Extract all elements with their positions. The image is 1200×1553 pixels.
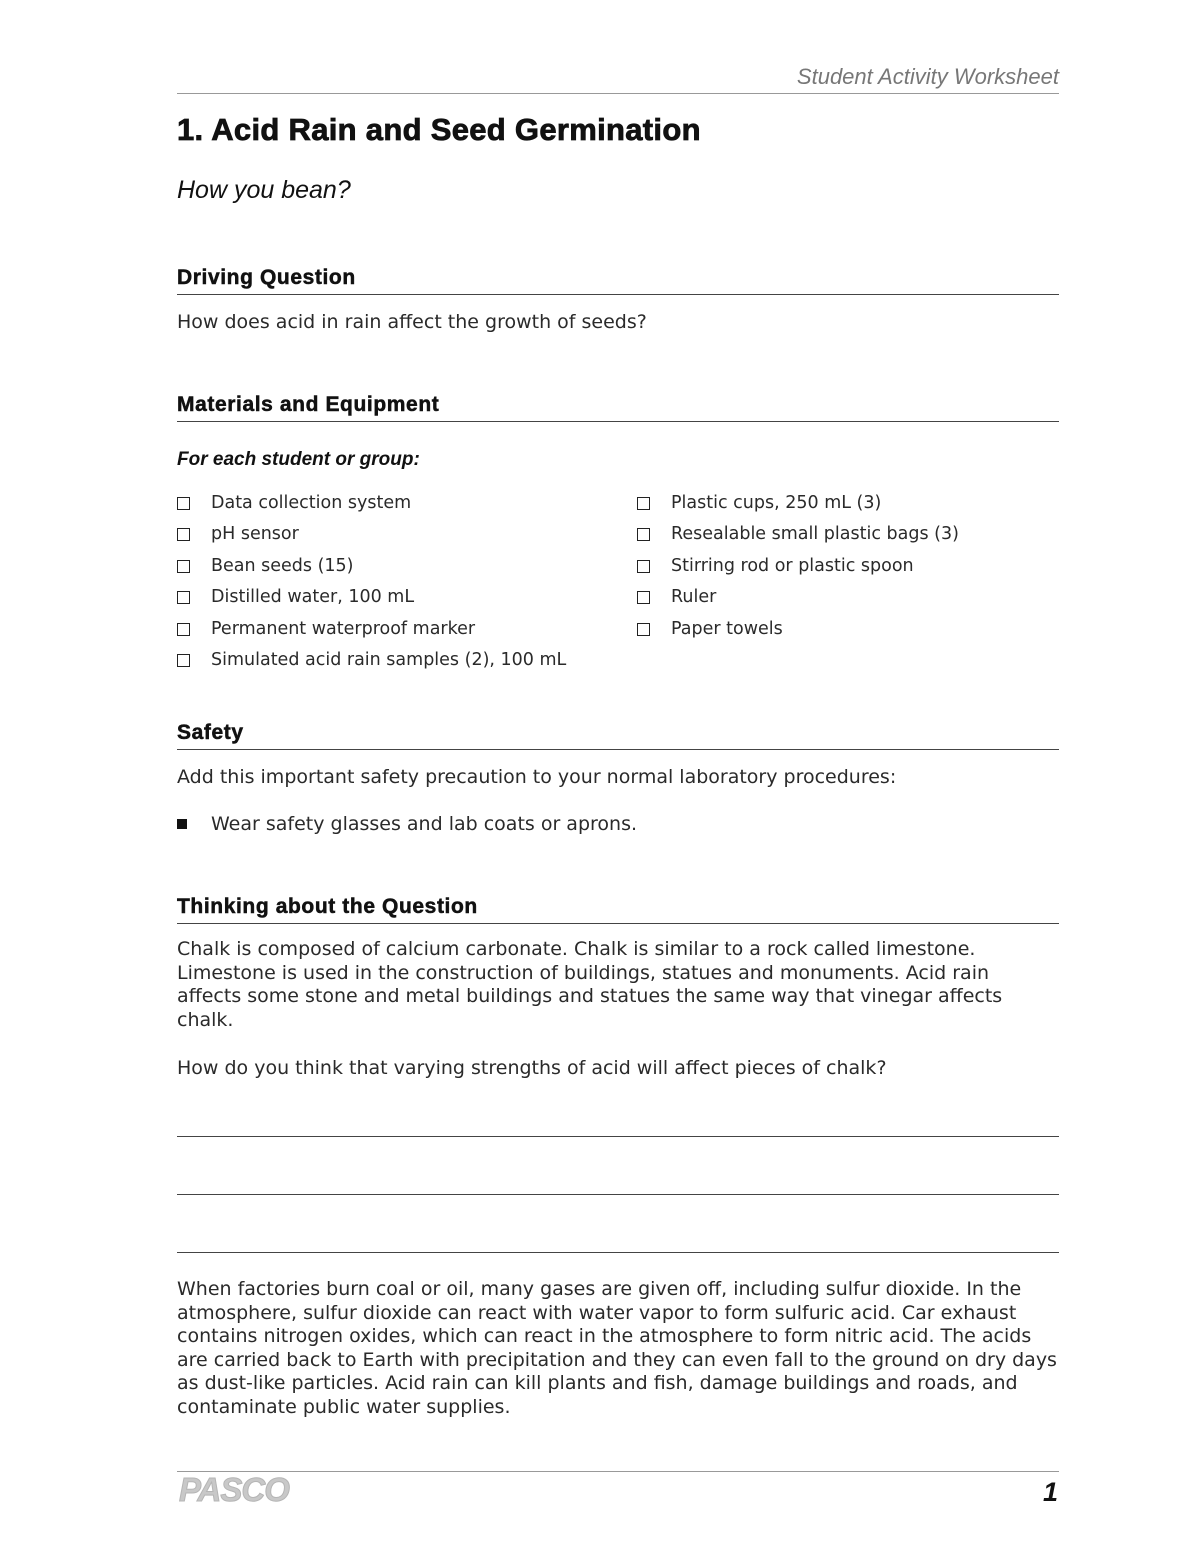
checkbox-icon[interactable] bbox=[177, 560, 190, 573]
checkbox-icon[interactable] bbox=[177, 591, 190, 604]
page-subtitle: How you bean? bbox=[177, 176, 351, 204]
materials-list-item[interactable] bbox=[637, 583, 959, 614]
materials-list-right bbox=[637, 489, 959, 646]
checkbox-icon[interactable] bbox=[177, 623, 190, 636]
thinking-paragraph: Chalk is composed of calcium carbonate. Chalk is similar to a rock called limestone. Limestone is used in the construction of buildings, statues and monuments. Acid rain affects some stone and metal buildings and statues the same way that vinegar affects chalk. bbox=[177, 938, 1003, 1031]
materials-item-label: Plastic cups, 250 mL (3) bbox=[671, 493, 882, 513]
pasco-logo bbox=[177, 1472, 322, 1506]
answer-line[interactable] bbox=[177, 1252, 1059, 1253]
page-number: 1 bbox=[1042, 1477, 1058, 1507]
driving-question-heading: Driving Question bbox=[177, 266, 1059, 295]
safety-heading: Safety bbox=[177, 721, 1059, 750]
materials-item-label: Permanent waterproof marker bbox=[211, 618, 476, 639]
checkbox-icon[interactable] bbox=[177, 528, 190, 541]
answer-line[interactable] bbox=[177, 1194, 1059, 1195]
materials-list-item[interactable] bbox=[637, 489, 959, 520]
materials-item-label: pH sensor bbox=[211, 524, 299, 545]
safety-item-label: Wear safety glasses and lab coats or aprons. bbox=[211, 813, 638, 835]
thinking-question: How do you think that varying strengths of acid will affect pieces of chalk? bbox=[177, 1057, 887, 1079]
checkbox-icon[interactable] bbox=[637, 560, 650, 573]
checkbox-icon[interactable] bbox=[637, 623, 650, 636]
svg-text:PASCO: PASCO bbox=[179, 1472, 289, 1506]
materials-heading: Materials and Equipment bbox=[177, 393, 1059, 422]
materials-item-label: Paper towels bbox=[671, 618, 783, 639]
materials-list-item[interactable] bbox=[177, 520, 566, 551]
header-rule bbox=[177, 93, 1059, 94]
materials-item-label: Simulated acid rain samples (2), 100 mL bbox=[211, 649, 567, 670]
materials-list-item[interactable] bbox=[177, 615, 566, 646]
materials-list-item[interactable] bbox=[177, 552, 566, 583]
materials-item-label: Bean seeds (15) bbox=[211, 555, 354, 576]
materials-list-item[interactable] bbox=[637, 520, 959, 551]
driving-question-text: How does acid in rain affect the growth of seeds? bbox=[177, 311, 647, 333]
materials-list-left bbox=[177, 489, 566, 677]
safety-list-item bbox=[177, 811, 637, 837]
page-title: 1. Acid Rain and Seed Germination bbox=[177, 112, 701, 147]
materials-list-item[interactable] bbox=[177, 583, 566, 614]
worksheet-header-label: Student Activity Worksheet bbox=[796, 64, 1059, 89]
square-bullet-icon bbox=[177, 819, 187, 829]
materials-list-item[interactable] bbox=[637, 552, 959, 583]
materials-list-item[interactable] bbox=[637, 615, 959, 646]
acid-rain-paragraph: When factories burn coal or oil, many gases are given off, including sulfur dioxide. In the atmosphere, sulfur dioxide can react with water vapor to form sulfuric acid. Car exhaust contains nitrogen oxides, which can react in the atmosphere to form nitric acid. The acids are carried back to Earth with precipitation and they can even fall to the ground on dry days as dust-like particles. Acid rain can kill plants and fish, damage buildings and roads, and contaminate public water supplies. bbox=[177, 1278, 1057, 1418]
checkbox-icon[interactable] bbox=[637, 497, 650, 510]
materials-item-label: Data collection system bbox=[211, 493, 412, 513]
checkbox-icon[interactable] bbox=[637, 591, 650, 604]
materials-item-label: Stirring rod or plastic spoon bbox=[671, 555, 914, 576]
checkbox-icon[interactable] bbox=[177, 497, 190, 510]
checkbox-icon[interactable] bbox=[637, 528, 650, 541]
materials-item-label: Ruler bbox=[671, 587, 717, 608]
checkbox-icon[interactable] bbox=[177, 654, 190, 667]
materials-list-item[interactable] bbox=[177, 489, 566, 520]
materials-item-label: Resealable small plastic bags (3) bbox=[671, 524, 959, 545]
answer-line[interactable] bbox=[177, 1136, 1059, 1137]
materials-list-item[interactable] bbox=[177, 646, 566, 677]
materials-item-label: Distilled water, 100 mL bbox=[211, 587, 415, 608]
safety-intro: Add this important safety precaution to your normal laboratory procedures: bbox=[177, 766, 897, 788]
materials-group-label: For each student or group: bbox=[177, 449, 420, 470]
thinking-heading: Thinking about the Question bbox=[177, 895, 1059, 924]
